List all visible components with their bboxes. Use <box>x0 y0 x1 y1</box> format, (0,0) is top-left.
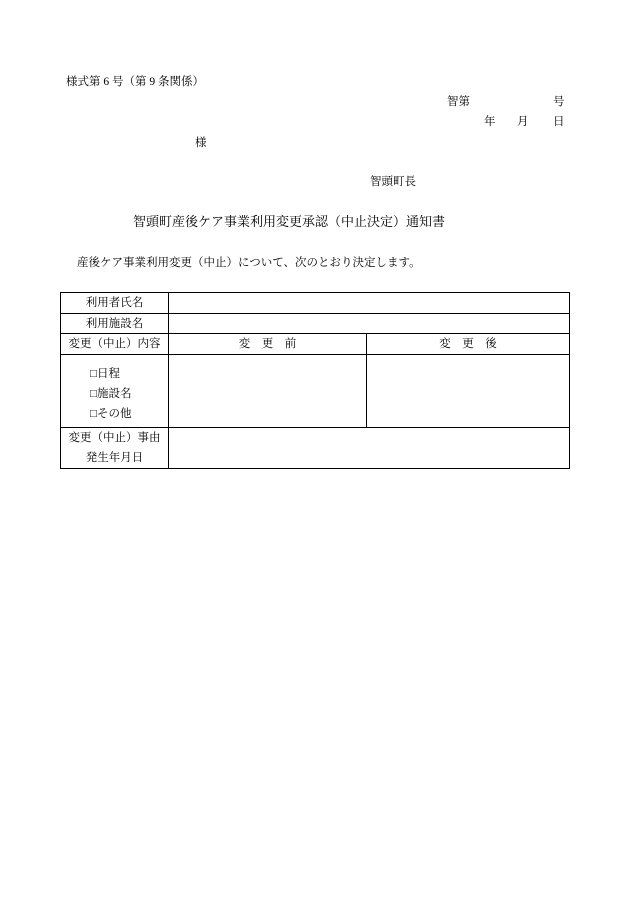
after-change-value-cell <box>367 355 570 428</box>
reason-value-cell <box>169 428 570 469</box>
table-row-change-content <box>61 355 570 428</box>
notice-table <box>60 292 570 469</box>
recipient-suffix: 様 <box>195 137 207 149</box>
facility-value-cell <box>169 314 570 334</box>
issuer-name: 智頭町長 <box>370 176 416 188</box>
date-year-label: 年 <box>484 116 496 128</box>
option-other: □その他 <box>90 408 132 420</box>
option-facility: □施設名 <box>90 388 132 400</box>
table-row-user-name <box>61 293 570 314</box>
change-content-label: 変更（中止）内容 <box>61 334 169 355</box>
document-number-suffix: 号 <box>553 96 565 108</box>
reason-label-line2: 発生年月日 <box>85 452 144 464</box>
user-name-label: 利用者氏名 <box>61 293 169 314</box>
before-change-header: 変 更 前 <box>169 334 367 355</box>
document-number-prefix: 智第 <box>447 96 470 108</box>
table-row-facility <box>61 314 570 334</box>
option-schedule: □日程 <box>90 368 120 380</box>
form-number: 様式第 6 号（第 9 条関係） <box>66 76 204 88</box>
date-day-label: 日 <box>553 116 565 128</box>
date-month-label: 月 <box>517 116 529 128</box>
body-text: 産後ケア事業利用変更（中止）について、次のとおり決定します。 <box>77 257 421 269</box>
facility-label: 利用施設名 <box>61 314 169 334</box>
table-row-reason <box>61 428 570 469</box>
table-row-change-header <box>61 334 570 355</box>
reason-label-cell <box>61 428 169 469</box>
change-options-cell <box>61 355 169 428</box>
after-change-header: 変 更 後 <box>367 334 570 355</box>
user-name-value-cell <box>169 293 570 314</box>
reason-label-line1: 変更（中止）事由 <box>68 432 161 444</box>
document-title: 智頭町産後ケア事業利用変更承認（中止決定）通知書 <box>133 214 446 229</box>
before-change-value-cell <box>169 355 367 428</box>
